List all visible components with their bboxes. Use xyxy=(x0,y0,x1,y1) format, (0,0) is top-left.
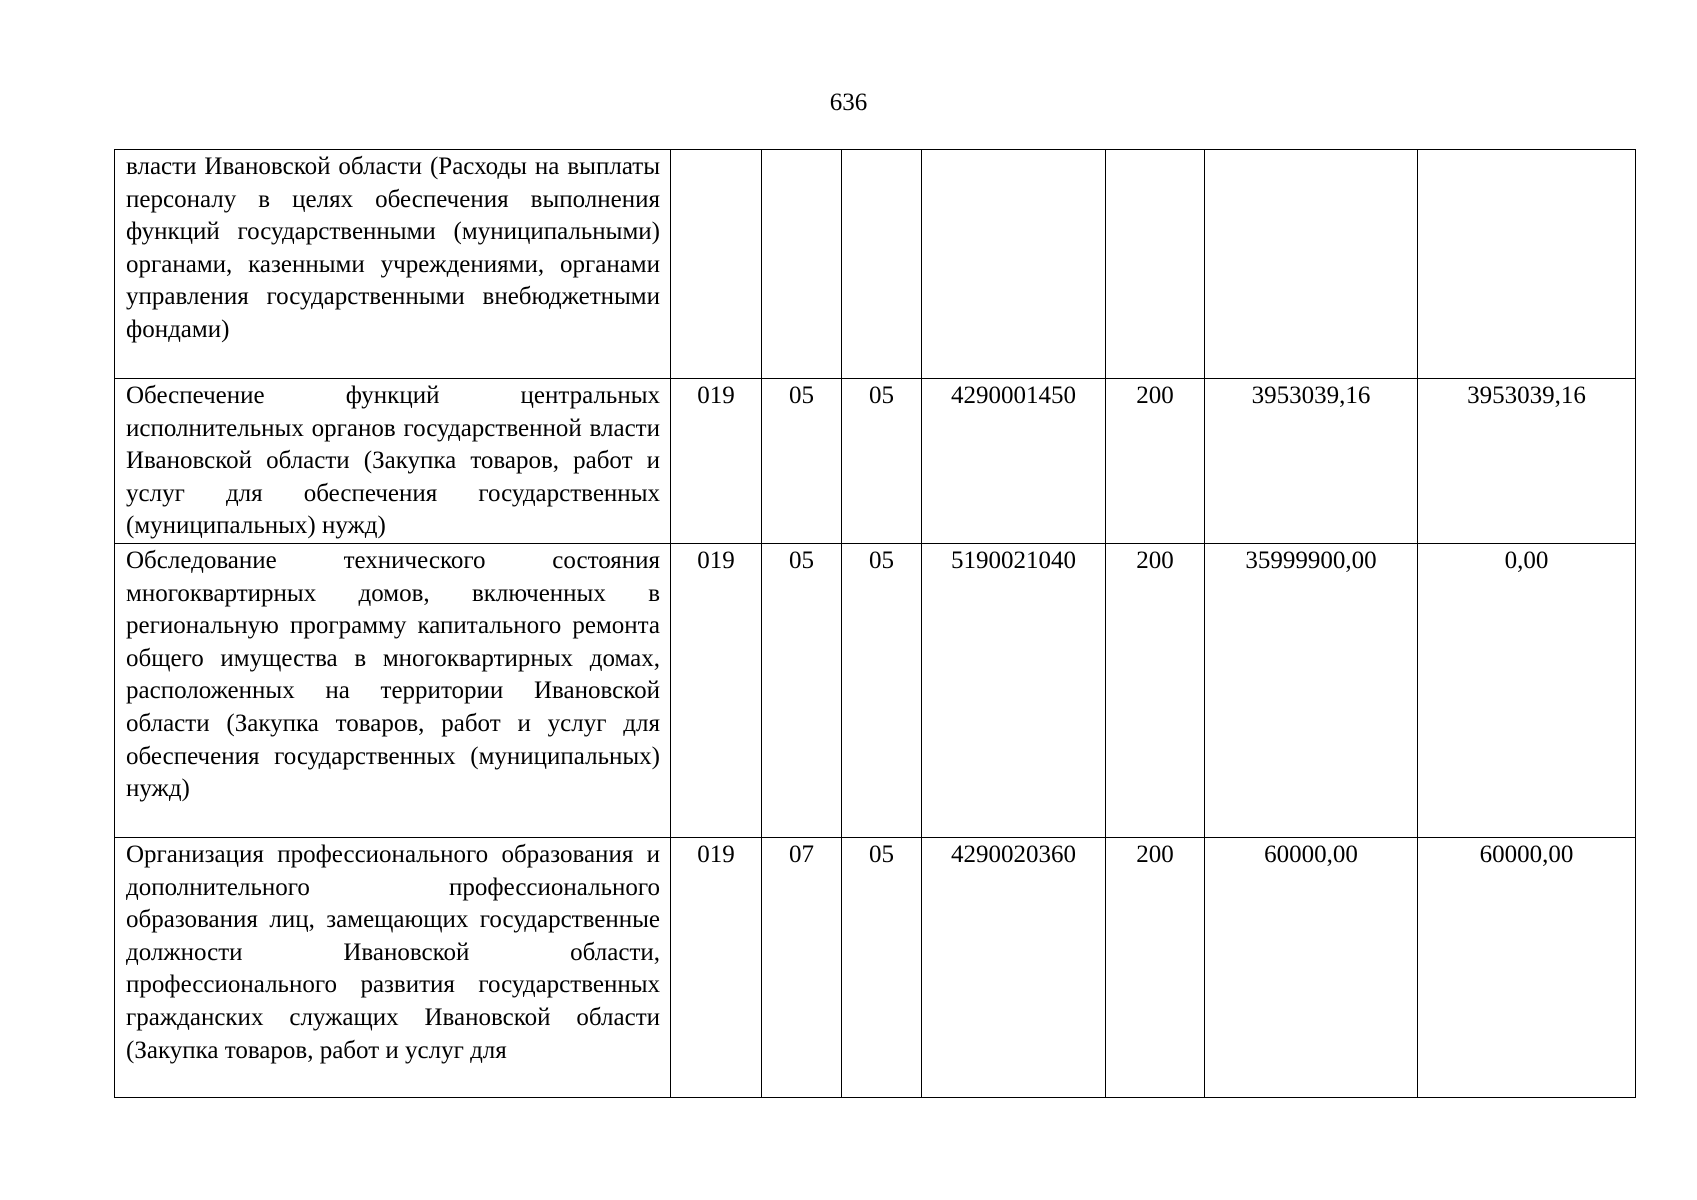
subsection-code: 05 xyxy=(842,379,922,544)
row-description: власти Ивановской области (Расходы на выплаты персоналу в целях обеспечения выполнения функций государственными (муниципальными) органами, казенными учреждениями, органами управления государственными внебюджетными фондами) xyxy=(115,150,671,379)
ministry-code: 019 xyxy=(671,543,762,837)
subsection-code xyxy=(842,150,922,379)
budget-table xyxy=(114,149,1636,1098)
amount-second xyxy=(1418,150,1636,379)
target-article-code: 4290020360 xyxy=(922,837,1106,1097)
table-row xyxy=(115,837,1636,1097)
section-code: 05 xyxy=(762,379,842,544)
expense-type-code: 200 xyxy=(1106,543,1205,837)
target-article-code xyxy=(922,150,1106,379)
amount-first: 60000,00 xyxy=(1205,837,1418,1097)
amount-second: 60000,00 xyxy=(1418,837,1636,1097)
ministry-code: 019 xyxy=(671,379,762,544)
row-description-cell xyxy=(115,837,671,1097)
table-row xyxy=(115,543,1636,837)
section-code: 05 xyxy=(762,543,842,837)
expense-type-code: 200 xyxy=(1106,837,1205,1097)
target-article-code: 5190021040 xyxy=(922,543,1106,837)
amount-first xyxy=(1205,150,1418,379)
section-code: 07 xyxy=(762,837,842,1097)
subsection-code: 05 xyxy=(842,837,922,1097)
table-row xyxy=(115,379,1636,544)
row-description: Организация профессионального образования и дополнительного профессионального образования лиц, замещающих государственные должности Ивановской области, профессионального развития государственных гражданских служащих Ивановской области (Закупка товаров, работ и услуг для xyxy=(126,840,660,1064)
amount-second: 0,00 xyxy=(1418,543,1636,837)
row-description: Обследование технического состояния многоквартирных домов, включенных в региональную программу капитального ремонта общего имущества в многоквартирных домах, расположенных на территории Ивановской области (Закупка товаров, работ и услуг для обеспечения государственных (муниципальных) нужд) xyxy=(115,543,671,837)
target-article-code: 4290001450 xyxy=(922,379,1106,544)
subsection-code: 05 xyxy=(842,543,922,837)
section-code xyxy=(762,150,842,379)
expense-type-code: 200 xyxy=(1106,379,1205,544)
expense-type-code xyxy=(1106,150,1205,379)
ministry-code xyxy=(671,150,762,379)
table-row xyxy=(115,150,1636,379)
amount-first: 3953039,16 xyxy=(1205,379,1418,544)
ministry-code: 019 xyxy=(671,837,762,1097)
amount-first: 35999900,00 xyxy=(1205,543,1418,837)
row-description: Обеспечение функций центральных исполнительных органов государственной власти Ивановской области (Закупка товаров, работ и услуг для обеспечения государственных (муниципальных) нужд) xyxy=(115,379,671,544)
page-number: 636 xyxy=(829,89,868,116)
amount-second: 3953039,16 xyxy=(1418,379,1636,544)
